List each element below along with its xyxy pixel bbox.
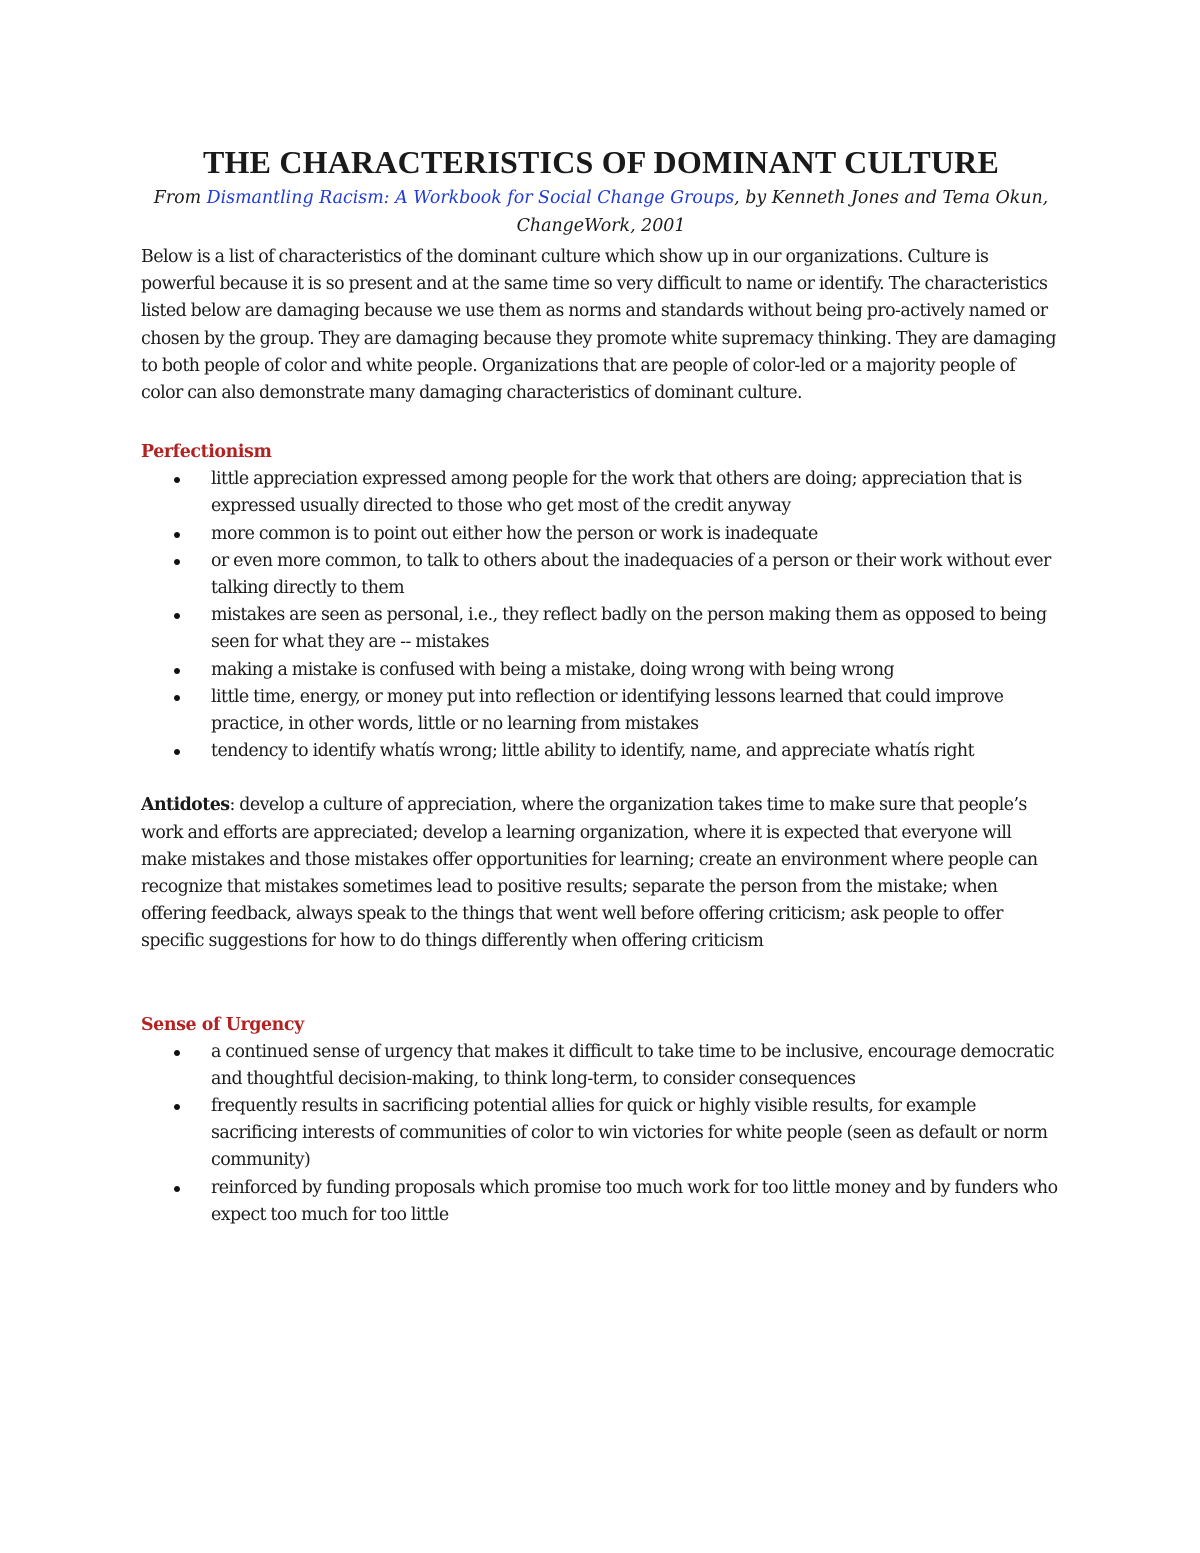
bullet-icon: [174, 559, 180, 565]
list-item: [141, 521, 1061, 548]
bullet-icon: [174, 1104, 180, 1110]
list-item: [141, 657, 1061, 684]
list-item-text: or even more common, to talk to others about the inadequacies of a person or their work without ever talking directly to them: [211, 550, 1051, 599]
bullet-icon: [174, 695, 180, 701]
source-workbook-link[interactable]: Dismantling Racism: A Workbook for Social Change Groups: [206, 188, 735, 208]
list-item-text: mistakes are seen as personal, i.e., they reflect badly on the person making them as opposed to being seen for what they are -- mistakes: [211, 605, 1047, 653]
section-heading-sense-of-urgency: Sense of Urgency: [141, 1014, 304, 1035]
urgency-list: [141, 1039, 1061, 1229]
list-item: [141, 466, 1061, 520]
antidotes-label: Antidotes: [141, 795, 230, 816]
list-item-text: a continued sense of urgency that makes it difficult to take time to be inclusive, encourage democratic and thoughtful decision-making, to think long-term, to consider consequences: [211, 1041, 1054, 1089]
bullet-icon: [174, 613, 180, 619]
list-item: [141, 1093, 1061, 1175]
list-item-text: reinforced by funding proposals which promise too much work for too little money and by funders who expect too much for too little: [211, 1177, 1058, 1225]
perfectionism-list: [141, 466, 1061, 765]
section-heading-perfectionism: Perfectionism: [141, 442, 272, 463]
list-item-text: little appreciation expressed among people for the work that others are doing; appreciation that is expressed usually directed to those who get most of the credit anyway: [211, 469, 1022, 517]
source-suffix: , by Kenneth Jones and Tema Okun, ChangeWork, 2001: [516, 188, 1049, 236]
antidotes-paragraph: [141, 792, 1061, 955]
bullet-icon: [174, 668, 180, 674]
list-item: [141, 602, 1061, 656]
list-item: [141, 684, 1061, 738]
list-item-text: little time, energy, or money put into reflection or identifying lessons learned that could improve practice, in other words, little or no learning from mistakes: [211, 686, 1004, 735]
list-item: [141, 738, 1061, 765]
bullet-icon: [174, 532, 180, 538]
list-item-text: tendency to identify whatís wrong; little ability to identify, name, and appreciate whatís right: [211, 741, 975, 762]
list-item-text: making a mistake is confused with being a mistake, doing wrong with being wrong: [211, 659, 895, 680]
bullet-icon: [174, 477, 180, 483]
antidotes-text: : develop a culture of appreciation, where the organization takes time to make sure that people’s work and efforts are appreciated; develop a learning organization, where it is expected that everyone will make mistakes and those mistakes offer opportunities for learning; create an environment where people can recognize that mistakes sometimes lead to positive results; separate the person from the mistake; when offering feedback, always speak to the things that went well before offering criticism; ask people to offer specific suggestions for how to do things differently when offering criticism: [141, 795, 1038, 952]
source-citation: [133, 184, 1069, 240]
list-item-text: frequently results in sacrificing potential allies for quick or highly visible results, for example sacrificing interests of communities of color to win victories for white people (seen as default or norm community): [211, 1096, 1048, 1171]
bullet-icon: [174, 749, 180, 755]
list-item: [141, 548, 1061, 602]
intro-paragraph: Below is a list of characteristics of the dominant culture which show up in our organizations. Culture is powerful because it is so present and at the same time so very difficult to name or identify. The characteristics listed below are damaging because we use them as norms and standards without being pro-actively named or chosen by the group. They are damaging because they promote white supremacy thinking. They are damaging to both people of color and white people. Organizations that are people of color-led or a majority people of color can also demonstrate many damaging characteristics of dominant culture.: [141, 247, 1056, 404]
document-page: [141, 140, 1061, 1229]
bullet-icon: [174, 1186, 180, 1192]
bullet-icon: [174, 1050, 180, 1056]
list-item: [141, 1039, 1061, 1093]
source-prefix: From: [153, 188, 207, 208]
document-title: THE CHARACTERISTICS OF DOMINANT CULTURE: [202, 144, 1000, 180]
list-item-text: more common is to point out either how the person or work is inadequate: [211, 523, 818, 544]
list-item: [141, 1175, 1061, 1229]
